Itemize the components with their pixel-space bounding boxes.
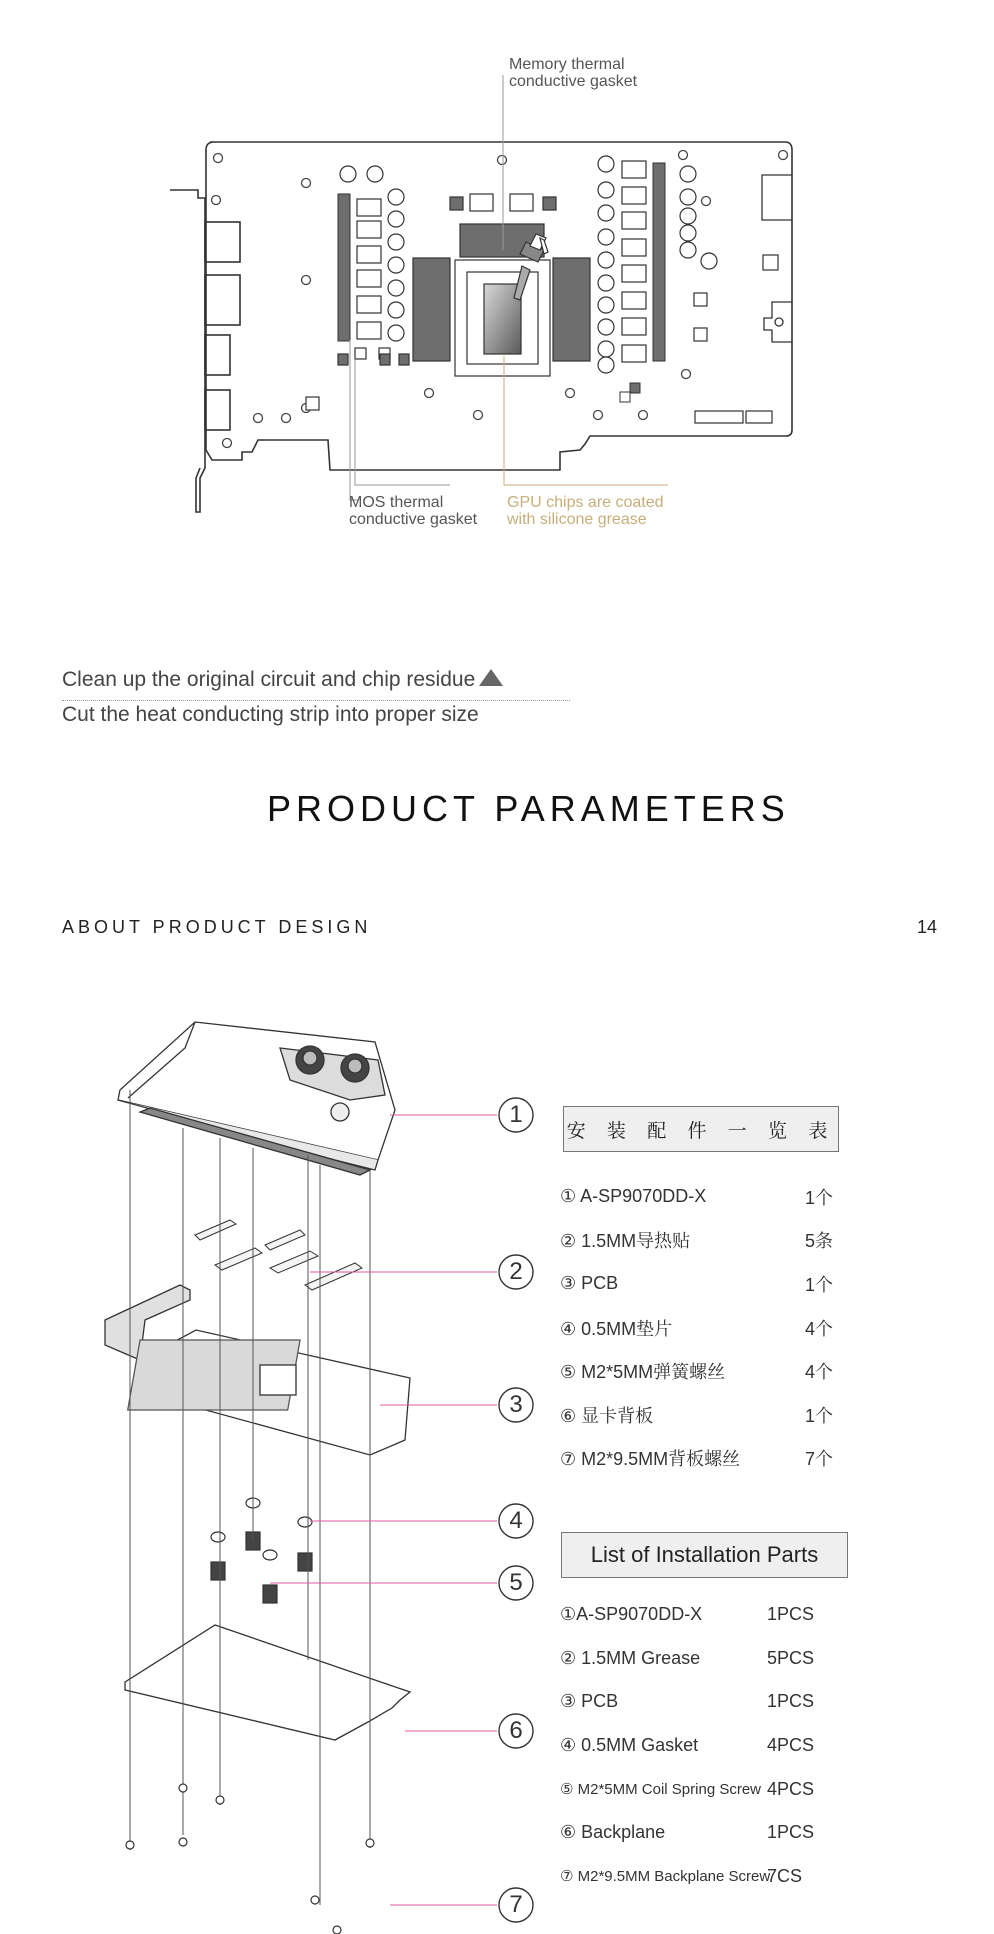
list-item (560, 1393, 860, 1437)
part-name: ④ 0.5MM Gasket (560, 1735, 699, 1756)
part-name: ⑥ 显卡背板 (560, 1405, 654, 1426)
step-cut-strip: Cut the heat conducting strip into proper size (62, 703, 479, 726)
part-name: ⑤ M2*5MM弹簧螺丝 (560, 1362, 726, 1383)
marker-2-glyph: 2 (509, 1258, 523, 1285)
backplane (125, 1625, 410, 1740)
part-name: ③ PCB (560, 1273, 619, 1294)
pcb-board (105, 1285, 410, 1455)
waterblock (118, 1022, 395, 1175)
list-item (560, 1855, 880, 1899)
memory-callout-line1: Memory thermal (509, 56, 625, 73)
parts-cn-title: 安 装 配 件 一 览 表 (563, 1106, 839, 1152)
io-bracket (170, 190, 240, 512)
part-qty: 4PCS (767, 1778, 815, 1799)
mos-callout-line1: MOS thermal (349, 494, 444, 511)
parts-en-title: List of Installation Parts (561, 1532, 848, 1578)
list-item (560, 1593, 880, 1637)
part-name: ⑤ M2*5MM Coil Spring Screw (560, 1781, 761, 1799)
part-qty: 5PCS (767, 1647, 815, 1668)
marker-1-glyph: 1 (509, 1101, 523, 1128)
gpu-callout-line1: GPU chips are coated (507, 494, 664, 511)
mos-callout-line2: conductive gasket (349, 511, 478, 528)
part-name: ① A-SP9070DD-X (560, 1186, 707, 1207)
part-name: ①A-SP9070DD-X (560, 1604, 703, 1625)
list-item (560, 1811, 880, 1855)
part-qty: 1个 (805, 1405, 834, 1426)
marker-4 (499, 1507, 533, 1535)
exploded-assembly-view (0, 1000, 560, 1934)
step-line1-text: Clean up the original circuit and chip residue (62, 668, 476, 691)
marker-5 (499, 1569, 533, 1597)
list-item (560, 1219, 860, 1263)
part-qty: 1个 (805, 1187, 834, 1208)
marker-6-glyph: 6 (509, 1717, 523, 1744)
marker-7-glyph: 7 (509, 1891, 523, 1918)
part-name: ⑥ Backplane (560, 1822, 666, 1843)
parts-cn-list (560, 1175, 860, 1480)
section-title: PRODUCT PARAMETERS (267, 788, 790, 829)
part-name: ② 1.5MM Grease (560, 1647, 701, 1668)
marker-5-glyph: 5 (509, 1569, 523, 1596)
part-qty: 1PCS (767, 1691, 815, 1712)
part-qty: 7个 (805, 1449, 834, 1470)
part-qty: 1个 (805, 1274, 834, 1295)
parts-en-list (560, 1593, 880, 1898)
list-item (560, 1724, 880, 1768)
triangle-icon (479, 669, 503, 686)
list-item (560, 1262, 860, 1306)
marker-4-glyph: 4 (509, 1507, 523, 1534)
mos-gasket-callout (349, 494, 477, 528)
part-qty: 1PCS (767, 1822, 815, 1843)
gpu-grease-callout (507, 494, 664, 528)
list-item (560, 1306, 860, 1350)
list-item (560, 1767, 880, 1811)
part-qty: 1PCS (767, 1604, 815, 1625)
memory-gasket-callout (509, 56, 637, 90)
part-name: ③ PCB (560, 1691, 619, 1712)
step-clean-residue (62, 668, 503, 692)
part-qty: 4个 (805, 1318, 834, 1339)
list-item (560, 1175, 860, 1219)
gpu-callout-line2: with silicone grease (507, 511, 647, 528)
part-name: ⑦ M2*9.5MM Backplane Screw (560, 1868, 771, 1886)
marker-6 (499, 1717, 533, 1745)
part-name: ⑦ M2*9.5MM背板螺丝 (560, 1449, 741, 1470)
part-qty: 5条 (805, 1231, 834, 1252)
pcb-thermal-pad-diagram (0, 0, 994, 540)
marker-2 (499, 1258, 533, 1286)
marker-7 (499, 1891, 533, 1919)
memory-callout-line2: conductive gasket (509, 73, 638, 90)
part-qty: 4PCS (767, 1735, 815, 1756)
part-qty: 4个 (805, 1362, 834, 1383)
about-product-design: ABOUT PRODUCT DESIGN (62, 917, 372, 937)
part-qty: 7CS (767, 1865, 803, 1886)
part-name: ② 1.5MM导热贴 (560, 1231, 691, 1252)
step-divider (62, 700, 570, 701)
marker-3 (499, 1391, 533, 1419)
marker-3-glyph: 3 (509, 1391, 523, 1418)
marker-1 (499, 1101, 533, 1129)
page-number: 14 (917, 917, 938, 937)
list-item (560, 1437, 860, 1481)
part-name: ④ 0.5MM垫片 (560, 1318, 673, 1339)
list-item (560, 1349, 860, 1393)
list-item (560, 1680, 880, 1724)
list-item (560, 1637, 880, 1681)
